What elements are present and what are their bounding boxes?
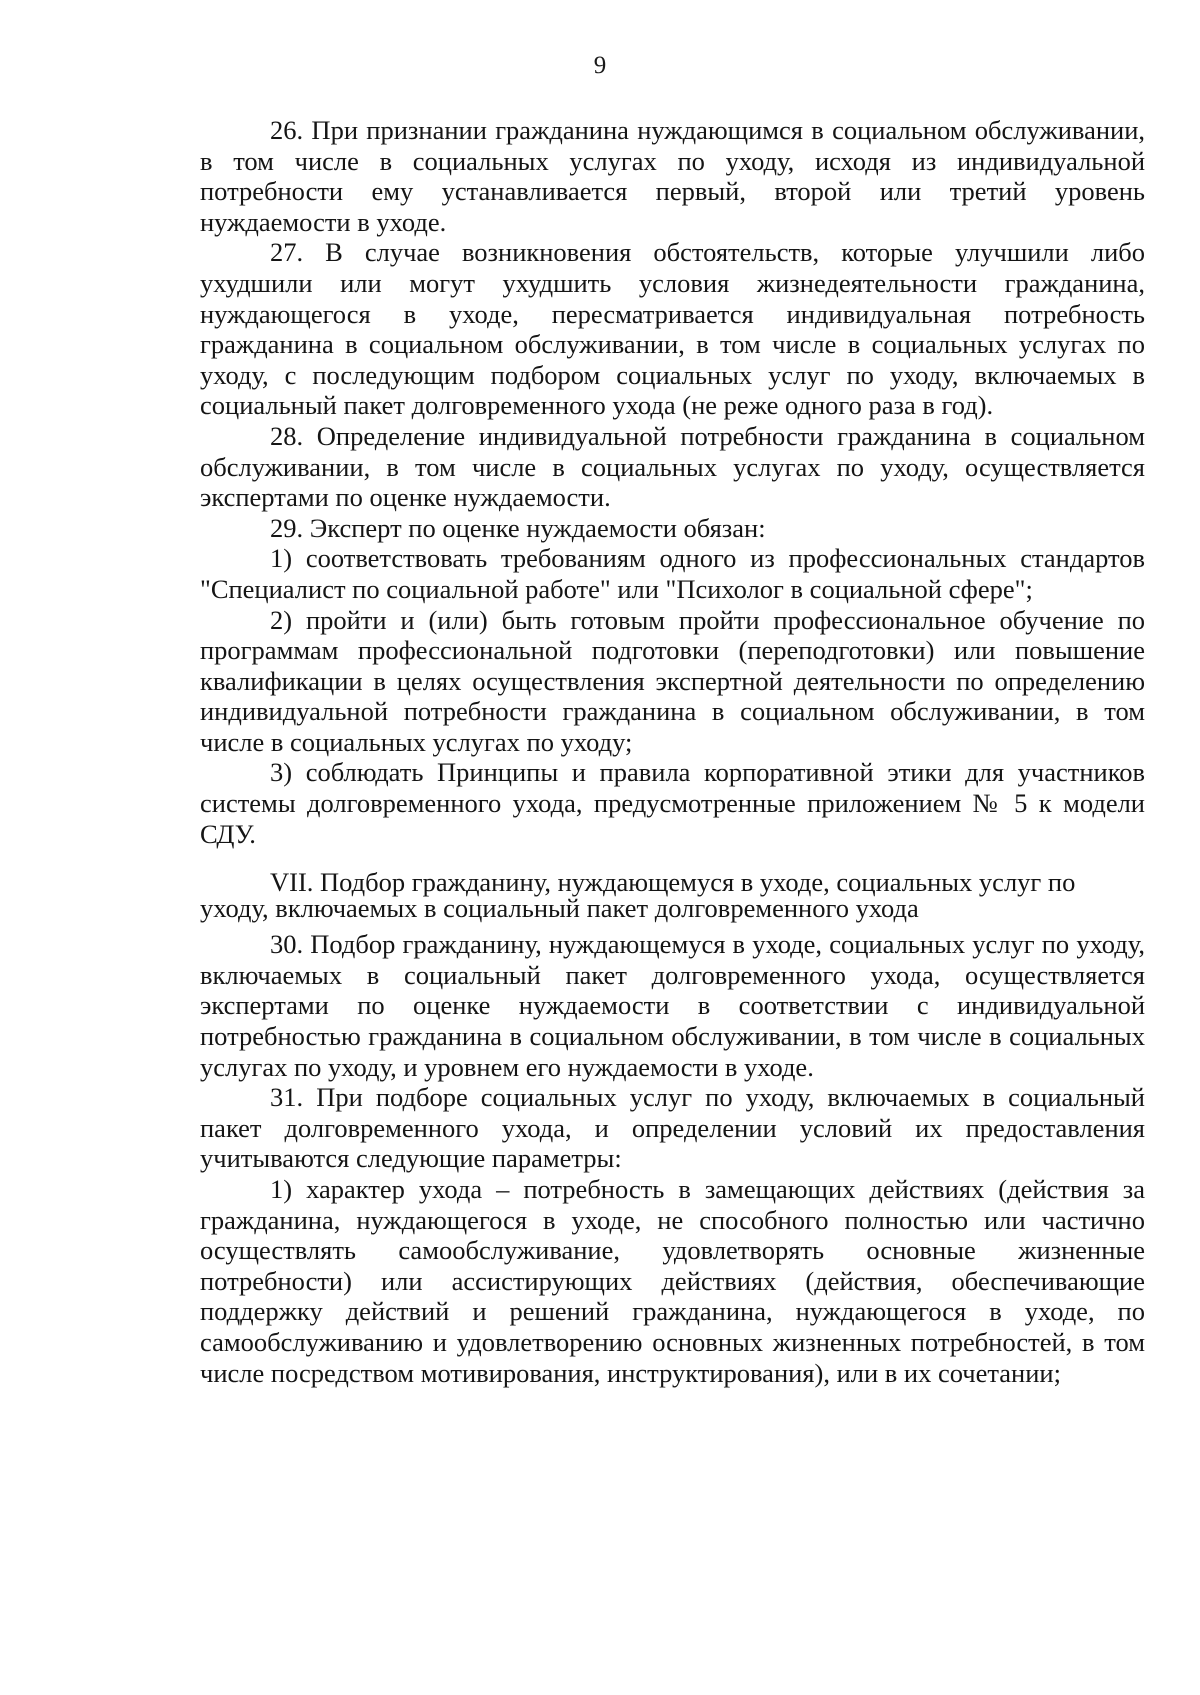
section-heading: VII. Подбор гражданину, нуждающемуся в уходе, социальных услуг по уходу, включаемых в социальный пакет долговременного ухода — [200, 867, 1076, 924]
paragraph-31-item-1: 1) характер ухода – потребность в замещающих действиях (действия за гражданина, нуждающегося в уходе, не способного полностью или частично осуществлять самообслуживание, удовлетворять основные жизненные потребности) или ассистирующих действиях (действия, обеспечивающие поддержку действий и решений гражданина, нуждающегося в уходе, по самообслуживанию и удовлетворению основных жизненных потребностей, в том числе посредством мотивирования, инструктирования), или в их сочетании; — [200, 1174, 1145, 1388]
page-number: 9 — [593, 52, 607, 79]
paragraph-29-item-3: 3) соблюдать Принципы и правила корпоративной этики для участников системы долговременного ухода, предусмотренные приложением № 5 к модели СДУ. — [200, 757, 1145, 849]
paragraph-26: 26. При признании гражданина нуждающимся в социальном обслуживании, в том числе в социальных услугах по уходу, исходя из индивидуальной потребности ему устанавливается первый, второй или третий уровень нуждаемости в уходе. — [200, 115, 1145, 237]
paragraph-27: 27. В случае возникновения обстоятельств, которые улучшили либо ухудшили или могут ухудшить условия жизнедеятельности гражданина, нуждающегося в уходе, пересматривается индивидуальная потребность гражданина в социальном обслуживании, в том числе в социальных услугах по уходу, с последующим подбором социальных услуг по уходу, включаемых в социальный пакет долговременного ухода (не реже одного раза в год). — [200, 237, 1145, 421]
paragraph-29-item-2: 2) пройти и (или) быть готовым пройти профессиональное обучение по программам профессиональной подготовки (переподготовки) или повышение квалификации в целях осуществления экспертной деятельности по определению индивидуальной потребности гражданина в социальном обслуживании, в том числе в социальных услугах по уходу; — [200, 604, 1145, 757]
paragraph-30: 30. Подбор гражданину, нуждающемуся в уходе, социальных услуг по уходу, включаемых в социальный пакет долговременного ухода, осуществляется экспертами по оценке нуждаемости в соответствии с индивидуальной потребностью гражданина в социальном обслуживании, в том числе в социальных услугах по уходу, и уровнем его нуждаемости в уходе. — [200, 929, 1145, 1082]
paragraph-29-item-1: 1) соответствовать требованиям одного из профессиональных стандартов "Специалист по социальной работе" или "Психолог в социальной сфере"; — [200, 543, 1145, 604]
paragraph-28: 28. Определение индивидуальной потребности гражданина в социальном обслуживании, в том числе в социальных услугах по уходу, осуществляется экспертами по оценке нуждаемости. — [200, 420, 1145, 513]
document-body — [200, 115, 1145, 1388]
paragraph-29: 29. Эксперт по оценке нуждаемости обязан: — [270, 512, 766, 543]
paragraph-31: 31. При подборе социальных услуг по уходу, включаемых в социальный пакет долговременного ухода, и определении условий их предоставления учитываются следующие параметры: — [200, 1082, 1145, 1174]
